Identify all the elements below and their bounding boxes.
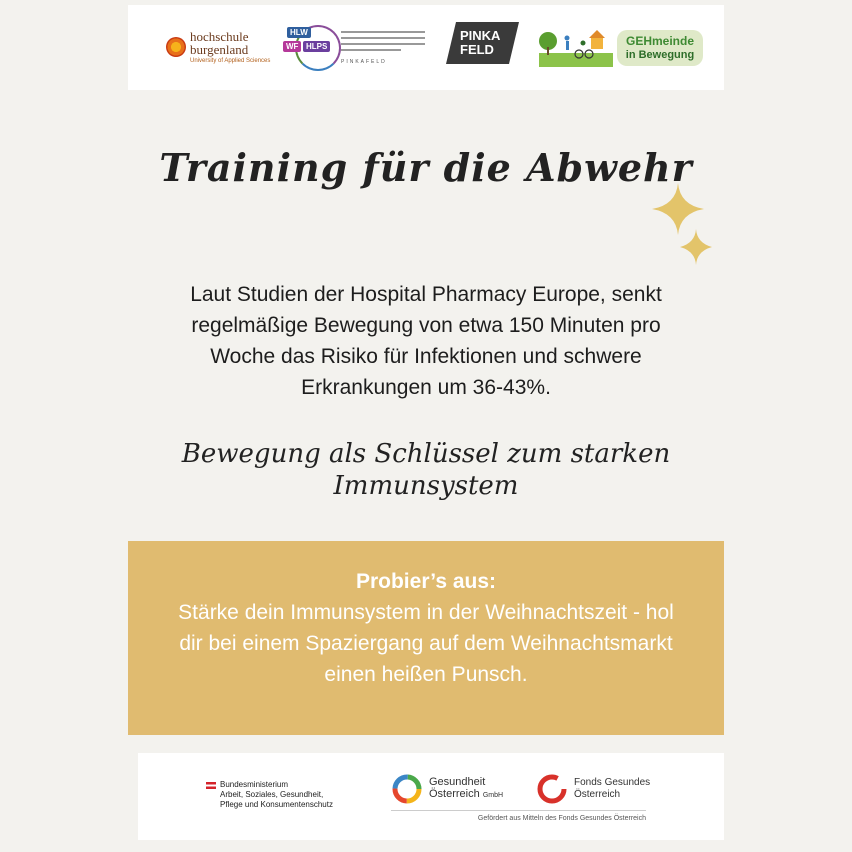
divider — [391, 810, 646, 811]
logo-text: Arbeit, Soziales, Gesundheit, — [220, 790, 324, 799]
funding-credit: Gefördert aus Mitteln des Fonds Gesundes Österreich — [477, 815, 646, 822]
page-title: Training für die Abwehr — [159, 145, 693, 190]
logo-text: GmbH — [482, 792, 504, 799]
logo-text: hochschule — [190, 29, 249, 44]
sun-icon — [166, 37, 186, 57]
logo-text: FELD — [460, 42, 494, 57]
walking-scene-icon — [539, 27, 613, 67]
logo-text: PINKA — [460, 28, 501, 43]
logo-text: Österreich — [574, 789, 621, 800]
gesundheit-oesterreich-logo — [391, 773, 503, 805]
logo-text: University of Applied Sciences — [190, 58, 271, 64]
logo-text: Fonds Gesundes — [574, 777, 651, 788]
logo-text: Gesundheit — [429, 776, 486, 788]
ministry-logo — [206, 780, 333, 810]
tip-box — [128, 541, 724, 735]
logo-text: Österreich — [429, 788, 480, 800]
subtitle: Bewegung als Schlüssel zum starken Immunsystem — [181, 439, 671, 501]
hlw-pinkafeld-logo — [283, 23, 425, 71]
pinkafeld-logo — [446, 22, 519, 64]
gehmeinde-logo — [539, 27, 695, 67]
fonds-gesundes-oesterreich-logo — [536, 773, 650, 805]
red-ring-icon — [536, 773, 568, 805]
poster — [128, 5, 724, 840]
logo-text: PINKAFELD — [341, 59, 387, 65]
tip-text: Stärke dein Immunsystem in der Weihnachtszeit - hol dir bei einem Spaziergang auf dem Weihnachtsmarkt einen heißen Punsch. — [178, 601, 674, 686]
logo-text: burgenland — [190, 42, 249, 57]
austria-flag-icon — [206, 782, 216, 789]
hochschule-burgenland-logo — [166, 30, 270, 64]
logo-text: Pflege und Konsumentenschutz — [220, 800, 333, 809]
sponsor-footer — [138, 753, 724, 840]
logo-bar — [128, 5, 724, 90]
tip-heading: Probier’s aus: — [355, 570, 497, 593]
sparkle-icon — [652, 183, 716, 267]
body-text: Laut Studien der Hospital Pharmacy Europe, senkt regelmäßige Bewegung von etwa 150 Minuten pro Woche das Risiko für Infektionen und schwere Erkrankungen um 36-43%. — [190, 283, 662, 399]
logo-text: in Bewegung — [625, 48, 695, 61]
logo-text: Bundesministerium — [220, 780, 289, 789]
logo-tag: HLPS — [303, 41, 330, 52]
logo-text: GEHmeinde — [625, 33, 694, 48]
logo-tag: WF — [283, 41, 301, 52]
color-ring-icon — [391, 773, 423, 805]
logo-tag: HLW — [287, 27, 311, 38]
